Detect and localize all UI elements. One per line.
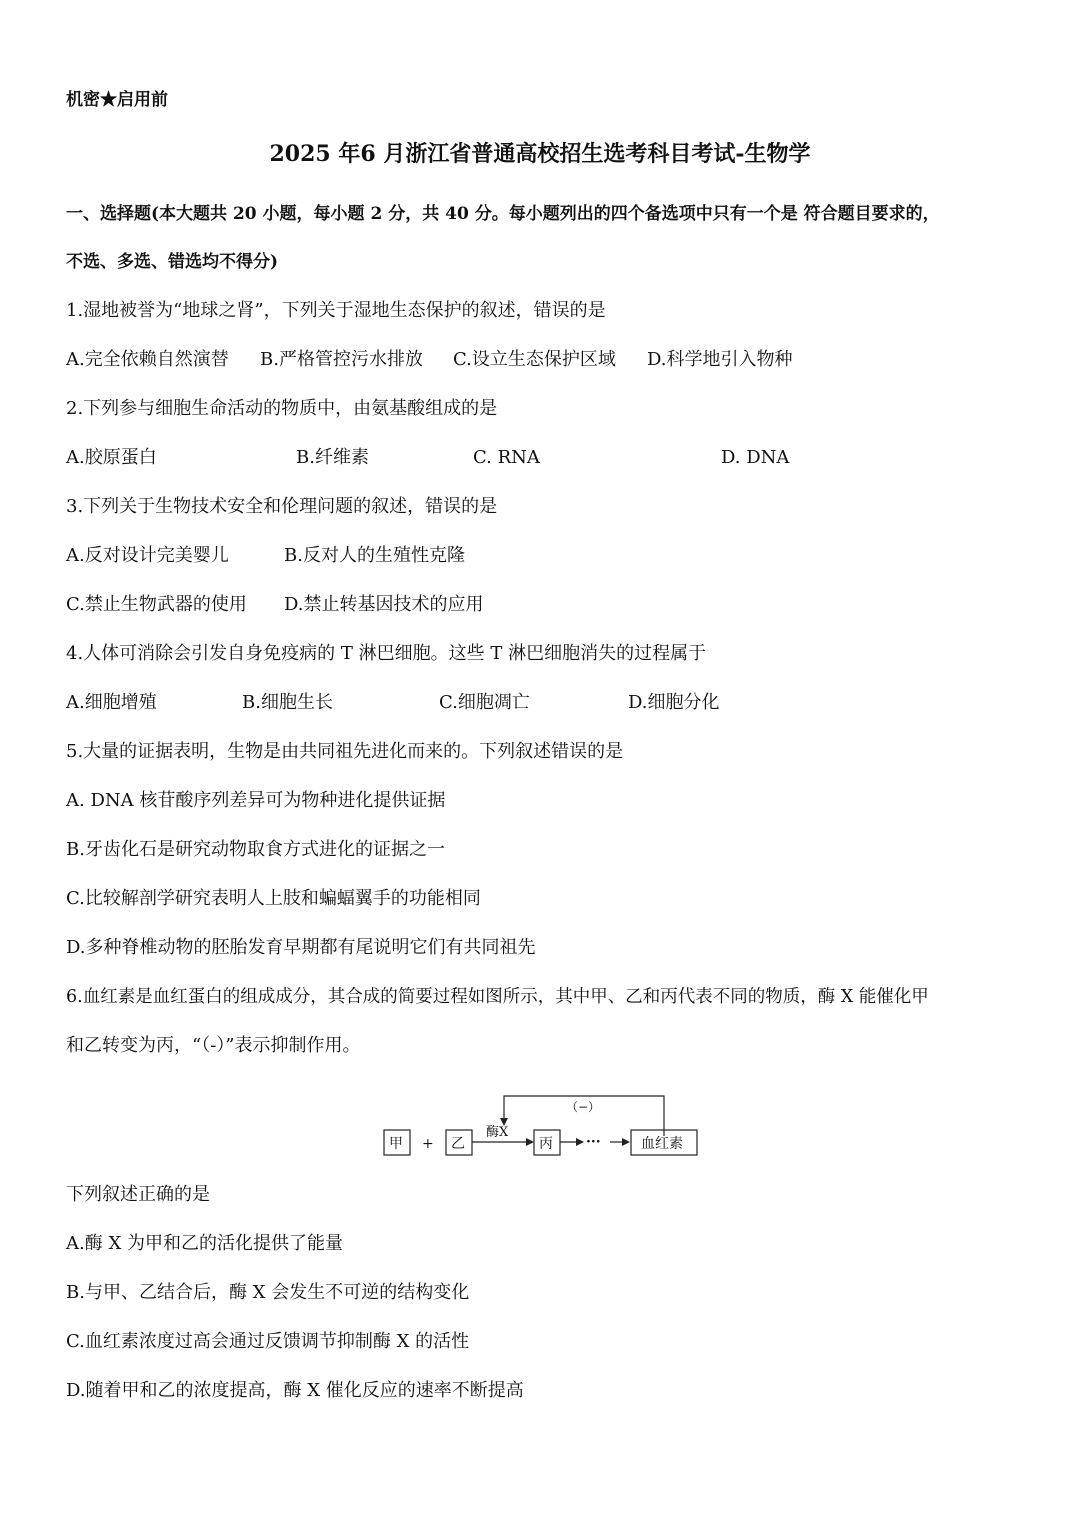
question-5-option-c: C.比较解剖学研究表明人上肢和蝙蝠翼手的功能相同 — [66, 888, 481, 909]
heme-label: 血红素 — [641, 1136, 683, 1152]
plus-sign: + — [422, 1136, 434, 1152]
yi-label: 乙 — [451, 1136, 465, 1152]
inhibit-label: （−） — [566, 1100, 601, 1114]
exam-title: 2025 年6 月浙江省普通高校招生选考科目考试-生物学 — [269, 141, 811, 167]
question-4-option-d: D.细胞分化 — [628, 692, 720, 713]
heme-synthesis-diagram — [380, 1092, 710, 1162]
question-2-option-a: A.胶原蛋白 — [66, 447, 157, 468]
question-2-option-c: C. RNA — [473, 447, 540, 468]
question-5-stem: 5.大量的证据表明，生物是由共同祖先进化而来的。下列叙述错误的是 — [66, 741, 624, 762]
question-2-option-d: D. DNA — [721, 447, 790, 468]
question-6-option-d: D.随着甲和乙的浓度提高，酶 X 催化反应的速率不断提高 — [66, 1380, 524, 1401]
question-4-option-c: C.细胞凋亡 — [439, 692, 530, 713]
question-2-option-b: B.纤维素 — [296, 447, 369, 468]
question-4-stem: 4.人体可消除会引发自身免疫病的 T 淋巴细胞。这些 T 淋巴细胞消失的过程属于 — [66, 643, 707, 664]
question-3-stem: 3.下列关于生物技术安全和伦理问题的叙述，错误的是 — [66, 496, 498, 517]
question-5-option-a: A. DNA 核苷酸序列差异可为物种进化提供证据 — [66, 790, 446, 811]
confidential-label: 机密★启用前 — [66, 90, 168, 110]
question-6-option-b: B.与甲、乙结合后，酶 X 会发生不可逆的结构变化 — [66, 1282, 470, 1303]
section-instructions-line2: 不选、多选、错选均不得分) — [66, 252, 279, 272]
question-1-option-b: B.严格管控污水排放 — [260, 349, 423, 370]
question-6-stem-line2: 和乙转变为丙，“（-）”表示抑制作用。 — [66, 1035, 361, 1056]
question-6-stem-line1: 6.血红素是血红蛋白的组成成分，其合成的简要过程如图所示，其中甲、乙和丙代表不同的物质，酶 X 能催化甲 — [66, 987, 929, 1007]
section-instructions-line1: 一、选择题(本大题共 20 小题，每小题 2 分，共 40 分。每小题列出的四个备选项中只有一个是 符合题目要求的， — [66, 204, 940, 224]
question-5-option-b: B.牙齿化石是研究动物取食方式进化的证据之一 — [66, 839, 445, 860]
question-1-option-c: C.设立生态保护区域 — [453, 349, 616, 370]
question-1-option-a: A.完全依赖自然演替 — [66, 349, 229, 370]
question-3-option-b: B.反对人的生殖性克隆 — [284, 545, 465, 566]
question-6-prompt: 下列叙述正确的是 — [66, 1184, 210, 1205]
dots: ··· — [586, 1134, 601, 1150]
question-3-option-d: D.禁止转基因技术的应用 — [284, 594, 484, 615]
question-6-option-c: C.血红素浓度过高会通过反馈调节抑制酶 X 的活性 — [66, 1331, 470, 1352]
enzyme-arrowhead — [526, 1138, 534, 1146]
question-4-option-b: B.细胞生长 — [242, 692, 333, 713]
enzyme-label: 酶X — [486, 1125, 509, 1140]
question-6-option-a: A.酶 X 为甲和乙的活化提供了能量 — [66, 1233, 343, 1254]
question-3-option-a: A.反对设计完美婴儿 — [66, 545, 229, 566]
dots-arrowhead — [622, 1138, 630, 1146]
question-3-option-c: C.禁止生物武器的使用 — [66, 594, 247, 615]
jia-label: 甲 — [389, 1136, 403, 1152]
question-5-option-d: D.多种脊椎动物的胚胎发育早期都有尾说明它们有共同祖先 — [66, 937, 536, 958]
question-1-stem: 1.湿地被誉为“地球之肾”，下列关于湿地生态保护的叙述，错误的是 — [66, 300, 606, 321]
question-1-option-d: D.科学地引入物种 — [647, 349, 793, 370]
question-2-stem: 2.下列参与细胞生命活动的物质中，由氨基酸组成的是 — [66, 398, 498, 419]
bing-label: 丙 — [539, 1136, 553, 1152]
question-4-option-a: A.细胞增殖 — [66, 692, 157, 713]
bing-arrowhead — [576, 1138, 584, 1146]
